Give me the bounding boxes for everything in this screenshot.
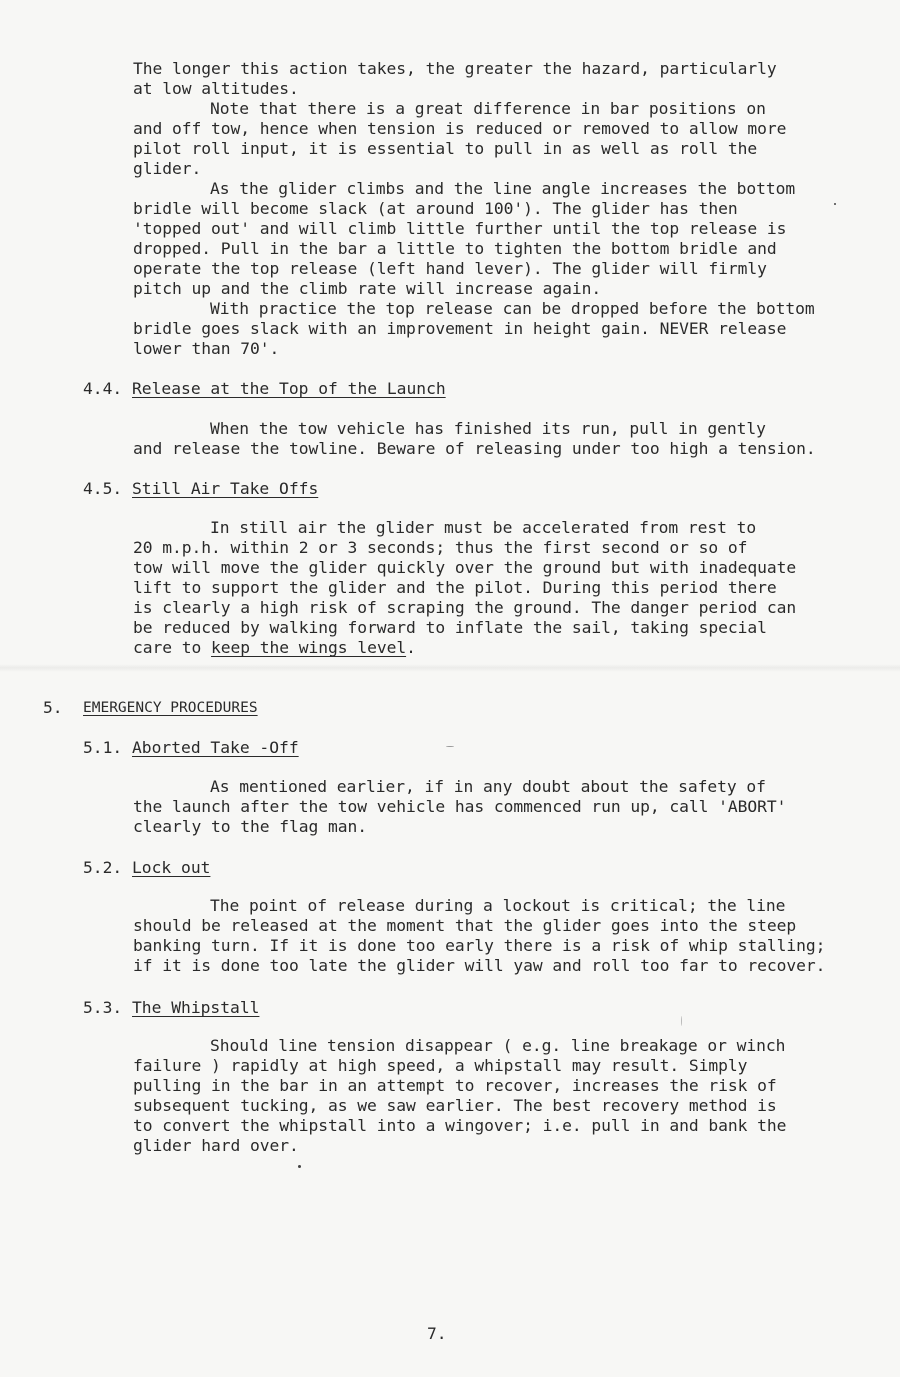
text-line: clearly to the flag man.: [133, 817, 368, 836]
text-line: and off tow, hence when tension is reduced or removed to allow more: [133, 119, 787, 138]
text-line: [133, 638, 416, 658]
text-line: subsequent tucking, as we saw earlier. The best recovery method is: [133, 1096, 777, 1115]
text-line: When the tow vehicle has finished its run, pull in gently: [210, 419, 766, 438]
text-line: failure ) rapidly at high speed, a whipstall may result. Simply: [133, 1056, 748, 1075]
text-line: bridle goes slack with an improvement in height gain. NEVER release: [133, 319, 787, 338]
text-line: bridle will become slack (at around 100'). The glider has then: [133, 199, 738, 218]
section-heading: Lock out: [132, 858, 211, 877]
text-line: dropped. Pull in the bar a little to tighten the bottom bridle and: [133, 239, 777, 258]
text-line: pitch up and the climb rate will increase again.: [133, 279, 602, 298]
text-segment: .: [406, 638, 416, 657]
text-line: glider hard over.: [133, 1136, 299, 1155]
text-line: 20 m.p.h. within 2 or 3 seconds; thus the first second or so of: [133, 538, 748, 557]
text-line: to convert the whipstall into a wingover; i.e. pull in and bank the: [133, 1116, 787, 1135]
text-line: In still air the glider must be accelerated from rest to: [210, 518, 757, 537]
section-number: 4.4.: [83, 379, 123, 398]
section-number: 5.3.: [83, 998, 123, 1017]
text-line: should be released at the moment that the glider goes into the steep: [133, 916, 797, 935]
text-line: Note that there is a great difference in bar positions on: [210, 99, 766, 118]
text-line: at low altitudes.: [133, 79, 299, 98]
chapter-heading: EMERGENCY PROCEDURES: [83, 700, 258, 716]
ink-speck: [298, 1165, 301, 1168]
text-line: is clearly a high risk of scraping the ground. The danger period can: [133, 598, 797, 617]
text-line: Should line tension disappear ( e.g. line breakage or winch: [210, 1036, 786, 1055]
text-line: 'topped out' and will climb little further until the top release is: [133, 219, 787, 238]
underlined-phrase: keep the wings level: [211, 638, 407, 657]
section-number: 5.1.: [83, 738, 123, 757]
ink-speck: [446, 746, 454, 747]
text-line: and release the towline. Beware of releasing under too high a tension.: [133, 439, 816, 458]
page-number: 7.: [427, 1324, 447, 1343]
text-line: lift to support the glider and the pilot. During this period there: [133, 578, 777, 597]
text-line: pulling in the bar in an attempt to recover, increases the risk of: [133, 1076, 777, 1095]
text-line: The longer this action takes, the greater the hazard, particularly: [133, 59, 777, 78]
text-line: the launch after the tow vehicle has commenced run up, call 'ABORT': [133, 797, 787, 816]
section-heading: Aborted Take -Off: [132, 738, 299, 757]
text-line: operate the top release (left hand lever). The glider will firmly: [133, 259, 767, 278]
text-line: pilot roll input, it is essential to pull in as well as roll the: [133, 139, 758, 158]
text-line: be reduced by walking forward to inflate the sail, taking special: [133, 618, 767, 637]
section-number: 4.5.: [83, 479, 123, 498]
ink-speck: [834, 203, 836, 205]
section-heading: Still Air Take Offs: [132, 479, 319, 498]
section-heading: Release at the Top of the Launch: [132, 379, 446, 398]
section-heading: The Whipstall: [132, 998, 260, 1017]
text-line: With practice the top release can be dropped before the bottom: [210, 299, 815, 318]
text-line: if it is done too late the glider will yaw and roll too far to recover.: [133, 956, 826, 975]
text-line: glider.: [133, 159, 202, 178]
text-segment: care to: [133, 638, 212, 657]
section-number: 5.: [43, 698, 63, 717]
text-line: banking turn. If it is done too early there is a risk of whip stalling;: [133, 936, 826, 955]
text-line: lower than 70'.: [133, 339, 280, 358]
paper-fold-crease: [0, 664, 900, 672]
text-line: tow will move the glider quickly over the ground but with inadequate: [133, 558, 797, 577]
text-line: As mentioned earlier, if in any doubt about the safety of: [210, 777, 766, 796]
text-line: The point of release during a lockout is critical; the line: [210, 896, 786, 915]
ink-speck: [681, 1016, 682, 1026]
text-line: As the glider climbs and the line angle increases the bottom: [210, 179, 796, 198]
section-number: 5.2.: [83, 858, 123, 877]
